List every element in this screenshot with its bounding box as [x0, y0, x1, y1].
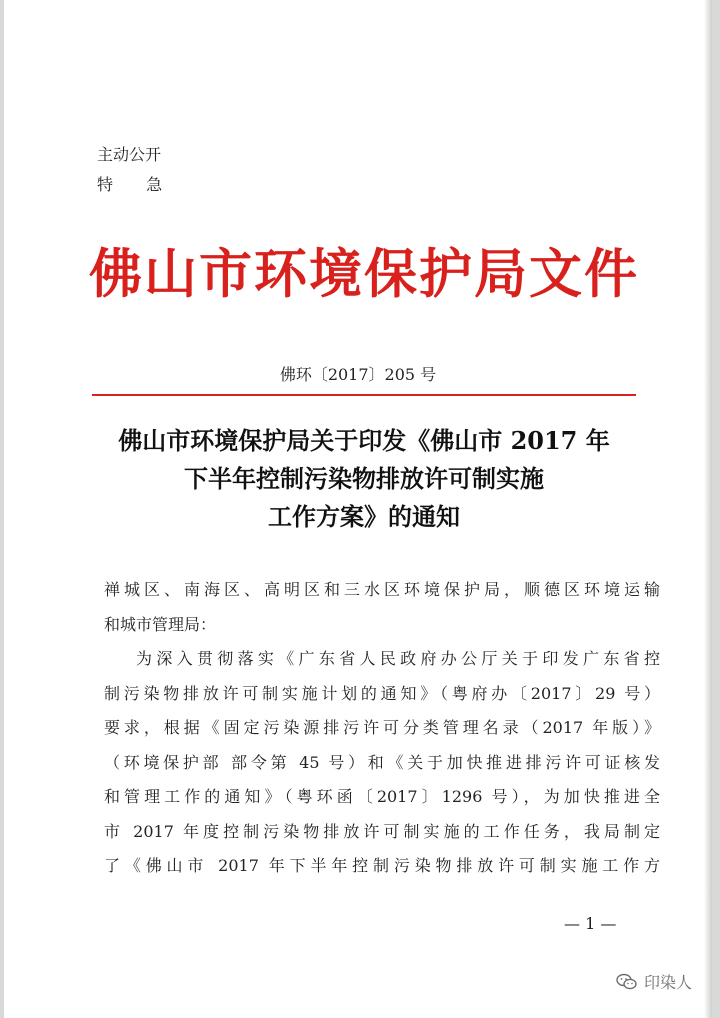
body-line: 要求，根据《固定污染源排污许可分类管理名录（2017 年版）》	[104, 718, 660, 737]
watermark-text: 印染人	[644, 973, 693, 992]
body-line: 市 2017 年度控制污染物排放许可制实施的工作任务，我局制定	[104, 821, 660, 841]
body-line: 制污染物排放许可制实施计划的通知》（粤府办〔2017〕29 号）	[104, 683, 660, 703]
notice-title-line: 工作方案》的通知	[268, 502, 460, 531]
notice-title	[84, 422, 644, 536]
body-line: （环境保护部 部令第 45 号）和《关于加快推进排污许可证核发	[104, 752, 660, 772]
notice-body	[104, 573, 660, 884]
body-line: 禅城区、南海区、高明区和三水区环境保护局，顺德区环境运输	[104, 580, 660, 599]
body-line: 和城市管理局：	[104, 614, 217, 634]
page-edge-shadow	[704, 0, 712, 1018]
body-line: 和管理工作的通知》（粤环函〔2017〕1296 号），为加快推进全	[104, 787, 660, 806]
body-line: 为深入贯彻落实《广东省人民政府办公厅关于印发广东省控	[136, 649, 660, 668]
masthead-title: 佛山市环境保护局文件	[89, 243, 639, 305]
notice-title-line: 佛山市环境保护局关于印发《佛山市 2017 年	[118, 426, 610, 455]
red-divider-line	[92, 394, 636, 396]
page-number: — 1 —	[564, 914, 617, 933]
document-page	[4, 0, 712, 1018]
watermark	[616, 970, 692, 993]
notice-title-line: 下半年控制污染物排放许可制实施	[184, 464, 544, 493]
wechat-icon	[616, 973, 638, 991]
urgency-label: 特 急	[97, 175, 177, 194]
disclosure-label: 主动公开	[97, 145, 162, 164]
document-header-meta	[97, 140, 176, 200]
body-line: 了《佛山市 2017 年下半年控制污染物排放许可制实施工作方	[104, 856, 660, 875]
document-number: 佛环〔2017〕205 号	[279, 365, 437, 384]
